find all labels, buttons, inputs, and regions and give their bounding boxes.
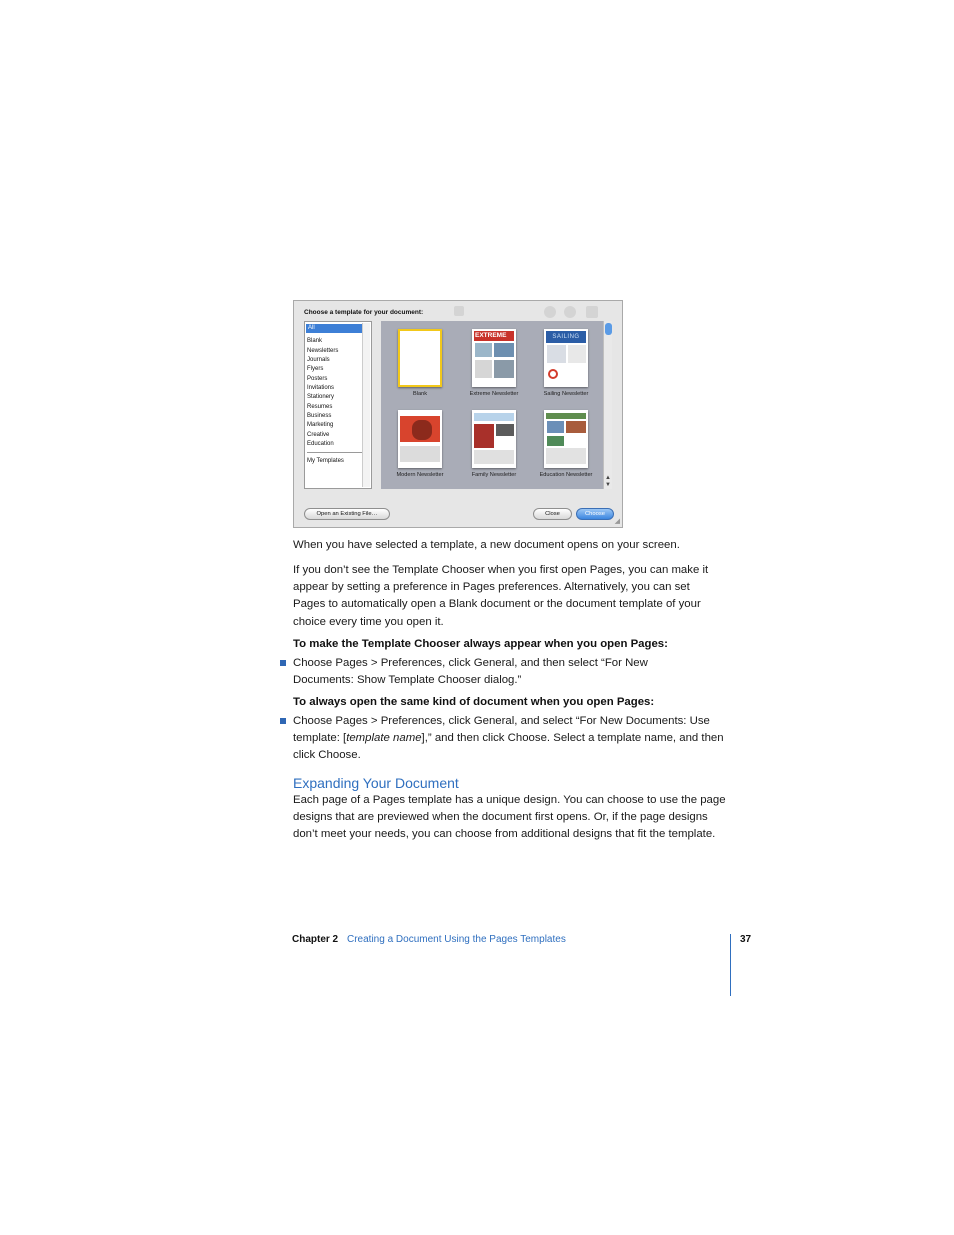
bullet-text-2 bbox=[293, 713, 728, 765]
template-label-modern-newsletter: Modern Newsletter bbox=[396, 472, 444, 478]
category-item-my-templates[interactable]: My Templates bbox=[307, 458, 344, 465]
template-thumb-blank[interactable] bbox=[398, 329, 442, 387]
template-label-education-newsletter: Education Newsletter bbox=[539, 472, 593, 478]
category-item-business[interactable]: Business bbox=[307, 413, 332, 420]
category-item-journals[interactable]: Journals bbox=[307, 357, 330, 364]
colors-icon bbox=[564, 306, 576, 318]
category-item-marketing[interactable]: Marketing bbox=[307, 422, 334, 429]
template-label-blank: Blank bbox=[413, 391, 427, 397]
template-label-sailing-newsletter: Sailing Newsletter bbox=[543, 391, 589, 397]
scroll-up-arrow-icon[interactable]: ▲ bbox=[605, 475, 611, 481]
scrollbar-knob[interactable] bbox=[605, 323, 612, 335]
open-existing-file-button[interactable]: Open an Existing File… bbox=[304, 508, 390, 520]
section-heading: Expanding Your Document bbox=[293, 775, 459, 791]
resize-grip-icon[interactable]: ◢ bbox=[614, 518, 620, 525]
template-gallery bbox=[381, 321, 612, 489]
instruction-heading-1: To make the Template Chooser always appear when you open Pages: bbox=[293, 638, 668, 650]
toolbar-ghost-icon bbox=[454, 306, 464, 316]
category-item-posters[interactable]: Posters bbox=[307, 375, 328, 382]
template-chooser-dialog bbox=[293, 300, 623, 528]
category-item-stationery[interactable]: Stationery bbox=[307, 394, 335, 401]
template-label-extreme-newsletter: Extreme Newsletter bbox=[469, 391, 519, 397]
info-icon bbox=[544, 306, 556, 318]
bullet-icon bbox=[280, 718, 286, 724]
paragraph-selected-template: When you have selected a template, a new document opens on your screen. bbox=[293, 539, 680, 551]
template-thumb-education-newsletter[interactable] bbox=[544, 410, 588, 468]
category-list bbox=[304, 321, 372, 489]
template-thumb-extreme-newsletter[interactable] bbox=[472, 329, 516, 387]
category-item-resumes[interactable]: Resumes bbox=[307, 403, 333, 410]
page-number: 37 bbox=[740, 934, 752, 945]
scroll-down-arrow-icon[interactable]: ▼ bbox=[605, 482, 611, 488]
template-name-placeholder: template name bbox=[346, 732, 422, 745]
category-item-invitations[interactable]: Invitations bbox=[307, 385, 335, 392]
footer-divider bbox=[730, 934, 731, 996]
bullet-text-2-start: Choose Pages > Preferences, click General, and select “For New Documents: Use template: [ bbox=[293, 715, 710, 745]
category-divider bbox=[307, 452, 368, 453]
template-thumb-sailing-newsletter[interactable] bbox=[544, 329, 588, 387]
category-item-blank[interactable]: Blank bbox=[307, 338, 323, 345]
category-item-all[interactable]: All bbox=[306, 324, 370, 333]
category-list-scrollbar[interactable] bbox=[362, 323, 370, 487]
template-thumb-modern-newsletter[interactable] bbox=[398, 410, 442, 468]
dialog-title: Choose a template for your document: bbox=[304, 309, 424, 316]
category-item-creative[interactable]: Creative bbox=[307, 431, 330, 438]
bullet-text-2-end: ],” and then click Choose. Select a template name, and then click Choose. bbox=[293, 732, 724, 762]
paragraph-expanding-document: Each page of a Pages template has a unique design. You can choose to use the page designs that are previewed when the document first opens. Or, if the page designs don’t meet your needs, you can choose from additional designs that fit the template. bbox=[293, 794, 726, 841]
category-item-flyers[interactable]: Flyers bbox=[307, 366, 324, 373]
gallery-scrollbar[interactable] bbox=[603, 321, 612, 489]
extreme-masthead: EXTREME bbox=[474, 331, 514, 341]
category-item-education[interactable]: Education bbox=[307, 441, 334, 448]
category-item-newsletters[interactable]: Newsletters bbox=[307, 347, 339, 354]
life-ring-icon bbox=[548, 369, 558, 379]
template-label-family-newsletter: Family Newsletter bbox=[471, 472, 517, 478]
instruction-heading-2: To always open the same kind of document when you open Pages: bbox=[293, 696, 655, 708]
bullet-text-1: Choose Pages > Preferences, click General, and then select “For New Documents: Show Template Chooser dialog.” bbox=[293, 657, 648, 687]
template-thumb-family-newsletter[interactable] bbox=[472, 410, 516, 468]
footer-chapter-title: Creating a Document Using the Pages Templates bbox=[347, 934, 566, 945]
footer-chapter: Chapter 2 bbox=[292, 934, 339, 945]
choose-button[interactable]: Choose bbox=[576, 508, 614, 520]
bullet-icon bbox=[280, 660, 286, 666]
sailing-masthead: SAILING bbox=[546, 331, 586, 343]
paragraph-template-chooser: If you don’t see the Template Chooser when you first open Pages, you can make it appear by setting a preference in Pages preferences. Alternatively, you can set Pages to automatically open a Blank document or the document template of your choice every time you open it. bbox=[293, 564, 709, 628]
media-icon bbox=[586, 306, 598, 318]
close-button[interactable]: Close bbox=[533, 508, 572, 520]
